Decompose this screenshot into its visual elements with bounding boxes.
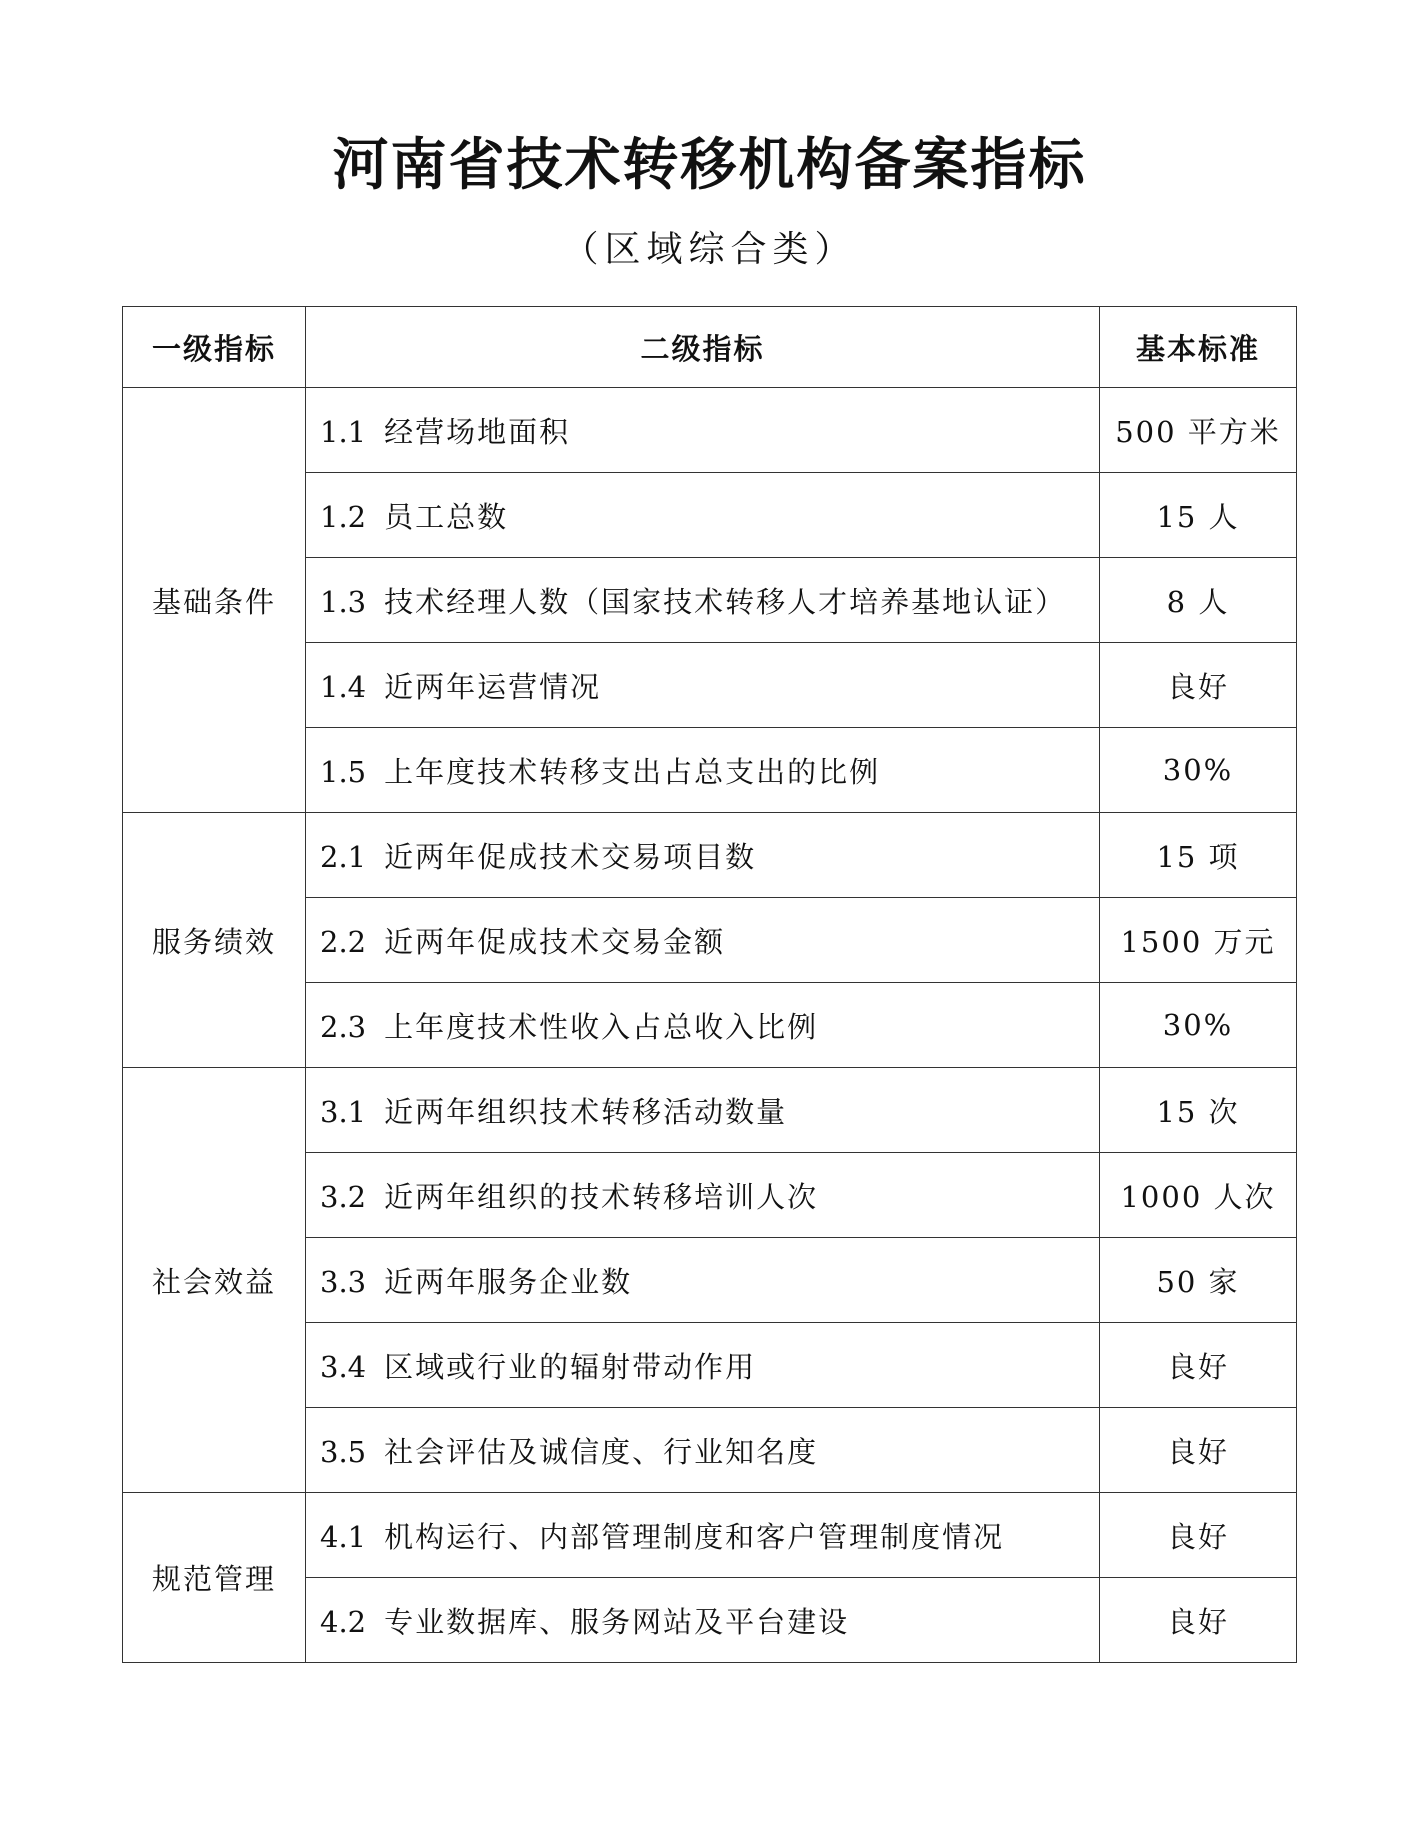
standard-cell: 30% xyxy=(1100,983,1297,1068)
item-label: 经营场地面积 xyxy=(384,414,571,449)
item-label: 近两年组织的技术转移培训人次 xyxy=(384,1179,819,1214)
standard-cell: 500 平方米 xyxy=(1100,388,1297,473)
item-number: 1.1 xyxy=(320,414,367,449)
table-row xyxy=(123,388,1297,473)
level1-cell: 社会效益 xyxy=(123,1068,306,1493)
standard-cell: 50 家 xyxy=(1100,1238,1297,1323)
item-label: 区域或行业的辐射带动作用 xyxy=(384,1349,757,1384)
level2-cell xyxy=(306,473,1100,558)
level2-cell xyxy=(306,1068,1100,1153)
item-number: 1.3 xyxy=(320,584,367,619)
item-number: 1.5 xyxy=(320,754,367,789)
item-label: 近两年组织技术转移活动数量 xyxy=(384,1094,788,1129)
item-number: 2.3 xyxy=(320,1009,367,1044)
standard-cell: 良好 xyxy=(1100,643,1297,728)
item-label: 员工总数 xyxy=(384,499,509,534)
item-number: 3.1 xyxy=(320,1094,367,1129)
level1-cell: 规范管理 xyxy=(123,1493,306,1663)
standard-cell: 15 人 xyxy=(1100,473,1297,558)
item-number: 2.2 xyxy=(320,924,367,959)
level1-cell: 服务绩效 xyxy=(123,813,306,1068)
indicator-table xyxy=(122,306,1297,1663)
item-number: 3.2 xyxy=(320,1179,367,1214)
item-label: 上年度技术转移支出占总支出的比例 xyxy=(384,754,881,789)
level2-cell xyxy=(306,643,1100,728)
table-row xyxy=(123,813,1297,898)
level2-cell xyxy=(306,1323,1100,1408)
item-label: 机构运行、内部管理制度和客户管理制度情况 xyxy=(384,1519,1005,1554)
level2-cell xyxy=(306,1153,1100,1238)
item-number: 1.2 xyxy=(320,499,367,534)
item-number: 2.1 xyxy=(320,839,367,874)
level2-cell xyxy=(306,898,1100,983)
item-label: 专业数据库、服务网站及平台建设 xyxy=(384,1604,850,1639)
item-number: 3.5 xyxy=(320,1434,367,1469)
standard-cell: 良好 xyxy=(1100,1578,1297,1663)
level2-cell xyxy=(306,728,1100,813)
item-label: 社会评估及诚信度、行业知名度 xyxy=(384,1434,819,1469)
item-label: 近两年服务企业数 xyxy=(384,1264,633,1299)
level2-cell xyxy=(306,1238,1100,1323)
standard-cell: 15 项 xyxy=(1100,813,1297,898)
standard-cell: 良好 xyxy=(1100,1408,1297,1493)
level2-cell xyxy=(306,1578,1100,1663)
document-title: 河南省技术转移机构备案指标 xyxy=(332,132,1087,198)
level2-cell xyxy=(306,558,1100,643)
header-standard: 基本标准 xyxy=(1100,307,1297,388)
item-number: 4.1 xyxy=(320,1519,367,1554)
level1-cell: 基础条件 xyxy=(123,388,306,813)
table-row xyxy=(123,1068,1297,1153)
standard-cell: 15 次 xyxy=(1100,1068,1297,1153)
header-level1: 一级指标 xyxy=(123,307,306,388)
item-label: 上年度技术性收入占总收入比例 xyxy=(384,1009,819,1044)
standard-cell: 8 人 xyxy=(1100,558,1297,643)
document-subtitle: （区域综合类） xyxy=(562,229,857,270)
item-number: 4.2 xyxy=(320,1604,367,1639)
standard-cell: 良好 xyxy=(1100,1323,1297,1408)
item-number: 1.4 xyxy=(320,669,367,704)
level2-cell xyxy=(306,983,1100,1068)
standard-cell: 30% xyxy=(1100,728,1297,813)
item-number: 3.3 xyxy=(320,1264,367,1299)
standard-cell: 1000 人次 xyxy=(1100,1153,1297,1238)
item-label: 近两年促成技术交易金额 xyxy=(384,924,726,959)
header-level2: 二级指标 xyxy=(306,307,1100,388)
level2-cell xyxy=(306,1408,1100,1493)
table-header-row xyxy=(123,307,1297,388)
level2-cell xyxy=(306,388,1100,473)
standard-cell: 1500 万元 xyxy=(1100,898,1297,983)
level2-cell xyxy=(306,813,1100,898)
item-label: 技术经理人数（国家技术转移人才培养基地认证） xyxy=(384,584,1067,619)
item-number: 3.4 xyxy=(320,1349,367,1384)
item-label: 近两年促成技术交易项目数 xyxy=(384,839,757,874)
standard-cell: 良好 xyxy=(1100,1493,1297,1578)
item-label: 近两年运营情况 xyxy=(384,669,602,704)
table-row xyxy=(123,1493,1297,1578)
level2-cell xyxy=(306,1493,1100,1578)
